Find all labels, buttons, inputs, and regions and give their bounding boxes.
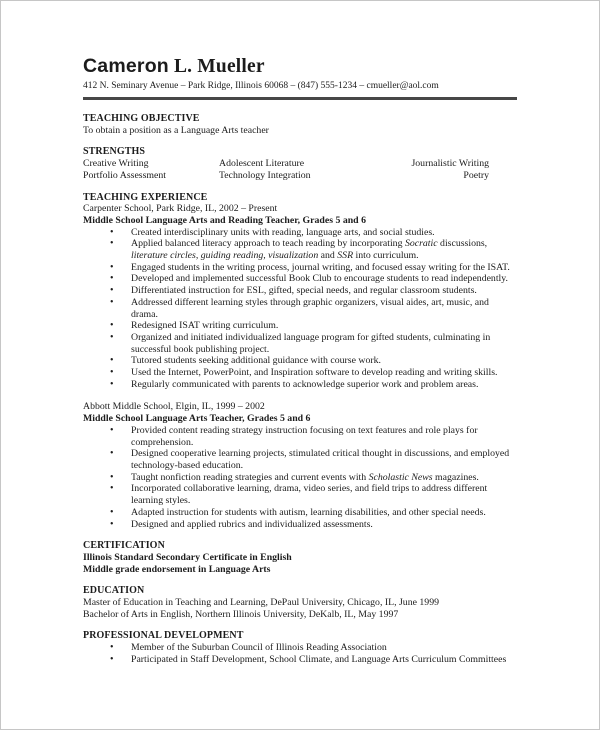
development-bullet-list [83, 642, 517, 665]
section-certification [83, 540, 517, 575]
education-line: Bachelor of Arts in English, Northern Illinois University, DeKalb, IL, May 1997 [83, 608, 399, 620]
candidate-last-name: L. Mueller [173, 56, 265, 77]
strength-item: Journalistic Writing [411, 158, 489, 170]
bullet-item [83, 238, 517, 261]
strength-item: Adolescent Literature [219, 158, 305, 170]
bullet-item: • Provided content reading strategy instruction focusing on text features and role plays for comprehension. [83, 425, 517, 448]
resume-content [1, 1, 599, 666]
job-bullet-list [83, 227, 517, 391]
employer-line: Abbott Middle School, Elgin, IL, 1999 – 2002 [83, 401, 265, 413]
bullet-item: • Member of the Suburban Council of Illinois Reading Association [83, 642, 517, 654]
strength-item: Poetry [463, 169, 489, 181]
candidate-name [83, 55, 517, 78]
strength-item: Creative Writing [83, 158, 149, 170]
development-heading: PROFESSIONAL DEVELOPMENT [83, 630, 244, 642]
bullet-item: • Differentiated instruction for ESL, gifted, special needs, and regular classroom students. [83, 285, 517, 297]
job-bullet-list [83, 425, 517, 530]
job-title-line: Middle School Language Arts and Reading Teacher, Grades 5 and 6 [83, 214, 366, 226]
strength-item: Portfolio Assessment [83, 169, 167, 181]
section-objective [83, 113, 517, 136]
bullet-item: • Incorporated collaborative learning, drama, video series, and field trips to address different learning styles. [83, 483, 517, 506]
certification-line: Middle grade endorsement in Language Arts [83, 563, 271, 575]
bullet-item: • Developed and implemented successful Book Club to encourage students to read independently. [83, 273, 517, 285]
strengths-column-1 [83, 158, 219, 181]
bullet-item: • Addressed different learning styles through graphic organizers, visual aides, art, music, and drama. [83, 297, 517, 320]
bullet-item: • Redesigned ISAT writing curriculum. [83, 320, 517, 332]
italic-term: literature circles, guiding reading, visualization [131, 250, 319, 262]
bullet-item: • Designed and applied rubrics and individualized assessments. [83, 519, 517, 531]
bullet-item: • Organized and initiated individualized language program for gifted students, culminating in successful book publishing project. [83, 332, 517, 355]
employer-line: Carpenter School, Park Ridge, IL, 2002 – Present [83, 203, 278, 215]
bullet-item: • Created interdisciplinary units with reading, language arts, and social studies. [83, 227, 517, 239]
bullet-item: • Regularly communicated with parents to acknowledge superior work and problem areas. [83, 379, 517, 391]
education-line: Master of Education in Teaching and Learning, DePaul University, Chicago, IL, June 1999 [83, 597, 439, 609]
bullet-item [83, 472, 517, 484]
candidate-first-name: Cameron [83, 55, 169, 77]
resume-header [83, 55, 517, 92]
job-entry-abbott [83, 401, 517, 530]
bullet-text-segment: discussions, [437, 238, 488, 250]
bullet-item: • Used the Internet, PowerPoint, and Inspiration software to develop reading and writing skills. [83, 367, 517, 379]
section-education [83, 585, 517, 620]
strengths-column-2 [219, 158, 411, 181]
bullet-item: • Designed cooperative learning projects, stimulated critical thought in discussions, and employed technology-based education. [83, 448, 517, 471]
strengths-grid [83, 158, 517, 181]
certification-heading: CERTIFICATION [83, 540, 165, 552]
italic-term: Socratic [404, 238, 438, 250]
bullet-text-segment: Taught nonfiction reading strategies and current events with [131, 471, 369, 483]
objective-heading: TEACHING OBJECTIVE [83, 113, 200, 124]
education-heading: EDUCATION [83, 585, 145, 597]
contact-line: 412 N. Seminary Avenue – Park Ridge, Illinois 60068 – (847) 555-1234 – cmueller@aol.com [83, 81, 439, 91]
strengths-column-3 [411, 158, 489, 181]
certification-line: Illinois Standard Secondary Certificate in English [83, 551, 292, 563]
job-title-line: Middle School Language Arts Teacher, Grades 5 and 6 [83, 413, 311, 425]
bullet-item: • Engaged students in the writing process, journal writing, and focused essay writing for the ISAT. [83, 262, 517, 274]
experience-heading: TEACHING EXPERIENCE [83, 191, 208, 203]
bullet-text-segment: magazines. [432, 471, 479, 483]
bullet-item: • Tutored students seeking additional guidance with course work. [83, 355, 517, 367]
section-experience [83, 192, 517, 531]
section-professional-development [83, 630, 517, 665]
italic-term: SSR [337, 250, 354, 262]
bullet-text-segment: into curriculum. [353, 250, 419, 262]
strengths-heading: STRENGTHS [83, 146, 146, 158]
section-strengths [83, 146, 517, 181]
bullet-item: • Participated in Staff Development, School Climate, and Language Arts Curriculum Committees [83, 654, 517, 666]
job-entry-carpenter [83, 203, 517, 390]
objective-text: To obtain a position as a Language Arts teacher [83, 124, 269, 136]
bullet-text-segment: Applied balanced literacy approach to teach reading by incorporating [131, 238, 405, 250]
bullet-item: • Adapted instruction for students with autism, learning disabilities, and other special needs. [83, 507, 517, 519]
bullet-text-segment: and [318, 250, 338, 262]
italic-term: Scholastic News [368, 471, 433, 483]
header-divider [83, 97, 517, 100]
strength-item: Technology Integration [219, 169, 311, 181]
